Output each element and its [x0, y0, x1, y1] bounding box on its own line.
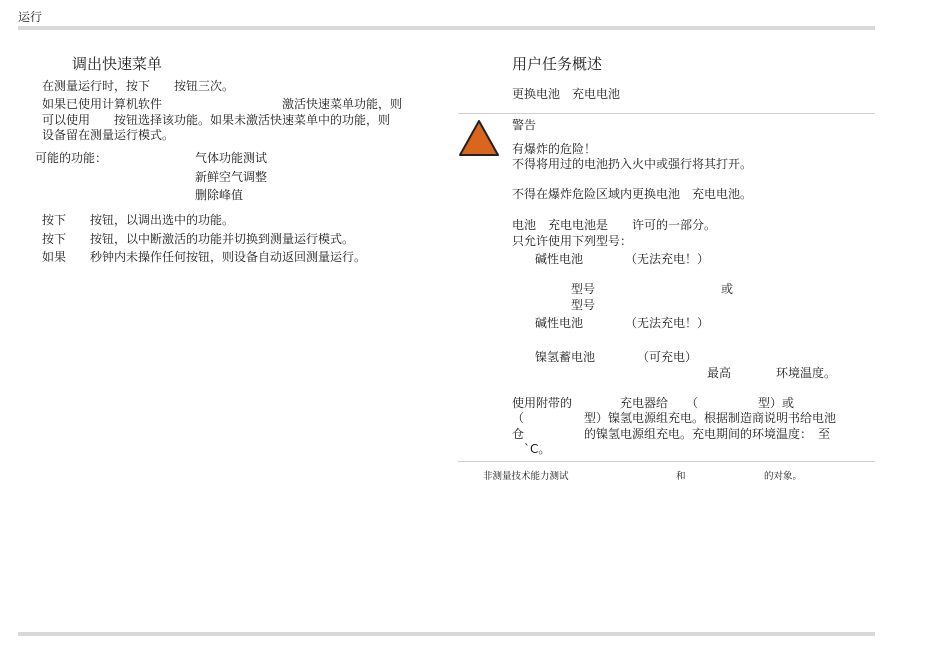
footnote-object: 的对象。: [764, 471, 803, 482]
model-label: 型号: [571, 298, 596, 312]
warning-triangle-icon: [458, 119, 500, 157]
user-tasks-heading: 用户任务概述: [512, 55, 603, 73]
battery-intro-line1: 电池 充电电池是 许可的一部分。: [512, 218, 717, 232]
left-para2-line2: 可以使用 按钮选择该功能。如果未激活快速菜单中的功能，则: [42, 113, 391, 127]
ambient-temp-label: 环境温度。: [776, 366, 837, 380]
step-line: 按下 按钮，以中断激活的功能并切换到测量运行模式。: [42, 232, 355, 246]
function-item: 气体功能测试: [195, 151, 268, 165]
charging-line: 仓 的镍氢电源组充电。充电期间的环境温度： 至: [512, 427, 831, 441]
function-item: 删除峰值: [195, 188, 244, 202]
charging-line: 使用附带的 充电器给 （ 型）或: [512, 396, 795, 410]
footer-rule: [18, 632, 875, 636]
step-line: 如果 秒钟内未操作任何按钮，则设备自动返回测量运行。: [42, 250, 367, 264]
alkaline-battery-line: 碱性电池 （无法充电！）: [535, 252, 710, 266]
model-label: 型号: [571, 282, 596, 296]
left-para1: 在测量运行时，按下 按钮三次。: [42, 79, 235, 93]
header-rule: [18, 26, 875, 30]
functions-label: 可能的功能：: [35, 151, 108, 165]
battery-subheading: 更换电池 充电电池: [512, 87, 621, 101]
left-para2-line3: 设备留在测量运行模式。: [42, 128, 175, 142]
warning-divider-top: [458, 113, 875, 114]
nimh-battery-line: 镍氢蓄电池 （可充电）: [535, 350, 698, 364]
charging-line: （ 型）镍氢电源组充电。根据制造商说明书给电池: [512, 411, 837, 425]
warning-title: 有爆炸的危险！: [512, 142, 597, 156]
section-title: 运行: [18, 10, 43, 24]
function-item: 新鲜空气调整: [195, 170, 268, 184]
quick-menu-heading: 调出快速菜单: [72, 55, 163, 73]
model-or: 或: [721, 282, 734, 296]
footnote-and: 和: [676, 471, 686, 482]
battery-intro-line2: 只允许使用下列型号：: [512, 234, 633, 248]
max-temp-label: 最高: [707, 366, 732, 380]
alkaline-battery-line: 碱性电池 （无法充电！）: [535, 316, 710, 330]
charging-line: `C。: [512, 442, 551, 456]
footnote-divider: [458, 461, 875, 462]
warning-line: 不得将用过的电池扔入火中或强行将其打开。: [512, 157, 753, 171]
step-line: 按下 按钮，以调出选中的功能。: [42, 213, 235, 227]
left-para2-line1: 如果已使用计算机软件 激活快速菜单功能，则: [42, 97, 403, 111]
footnote-text: 非测量技术能力测试: [483, 471, 569, 482]
warning-line: 不得在爆炸危险区域内更换电池 充电电池。: [512, 187, 753, 201]
warning-label: 警告: [512, 118, 537, 132]
